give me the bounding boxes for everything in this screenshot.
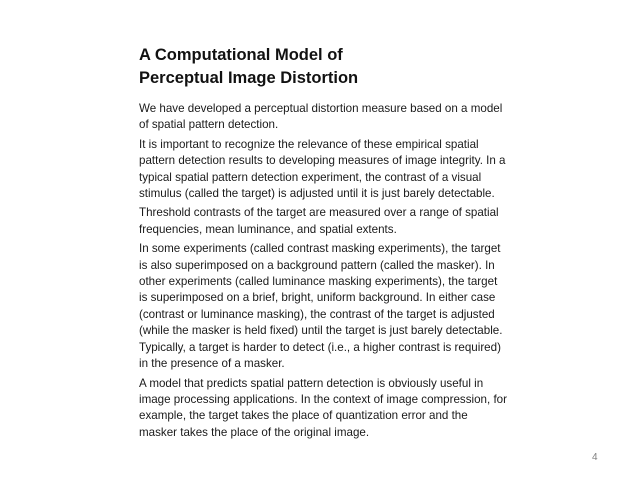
text-line: It is important to recognize the relevance of these empirical spatial — [139, 137, 479, 151]
paragraph — [139, 101, 579, 134]
paragraph — [139, 205, 579, 238]
text-line: A model that predicts spatial pattern detection is obviously useful in — [139, 376, 484, 390]
text-line: masker takes the place of the original image. — [139, 425, 370, 439]
text-line: in the presence of a masker. — [139, 357, 285, 371]
text-line: other experiments (called luminance masking experiments), the target — [139, 275, 498, 289]
text-line: of spatial pattern detection. — [139, 118, 279, 132]
text-line: image processing applications. In the context of image compression, for — [139, 392, 507, 406]
text-line: Threshold contrasts of the target are measured over a range of spatial — [139, 206, 499, 220]
text-line: (while the masker is held fixed) until the target is just barely detectable. — [139, 324, 503, 338]
slide-body — [139, 101, 579, 444]
text-line: (contrast or luminance masking), the contrast of the target is adjusted — [139, 307, 495, 321]
text-line: pattern detection results to developing measures of image integrity. In a — [139, 154, 506, 168]
text-line: In some experiments (called contrast masking experiments), the target — [139, 242, 501, 256]
paragraph — [139, 137, 579, 203]
text-line: frequencies, mean luminance, and spatial extents. — [139, 222, 397, 236]
paragraph — [139, 376, 579, 442]
page-number: 4 — [592, 452, 598, 463]
slide-title-line: Perceptual Image Distortion — [139, 69, 359, 87]
text-line: Typically, a target is harder to detect (i.e., a higher contrast is required) — [139, 340, 501, 354]
slide-title-line: A Computational Model of — [139, 46, 343, 64]
slide-title — [139, 44, 559, 90]
text-line: We have developed a perceptual distortion measure based on a model — [139, 102, 503, 115]
text-line: example, the target takes the place of quantization error and the — [139, 409, 468, 423]
text-line: is superimposed on a brief, bright, uniform background. In either case — [139, 291, 496, 305]
paragraph — [139, 241, 579, 372]
text-line: stimulus (called the target) is adjusted until it is just barely detectable. — [139, 187, 495, 201]
text-line: typical spatial pattern detection experiment, the contrast of a visual — [139, 170, 482, 184]
text-line: is also superimposed on a background pattern (called the masker). In — [139, 258, 495, 272]
